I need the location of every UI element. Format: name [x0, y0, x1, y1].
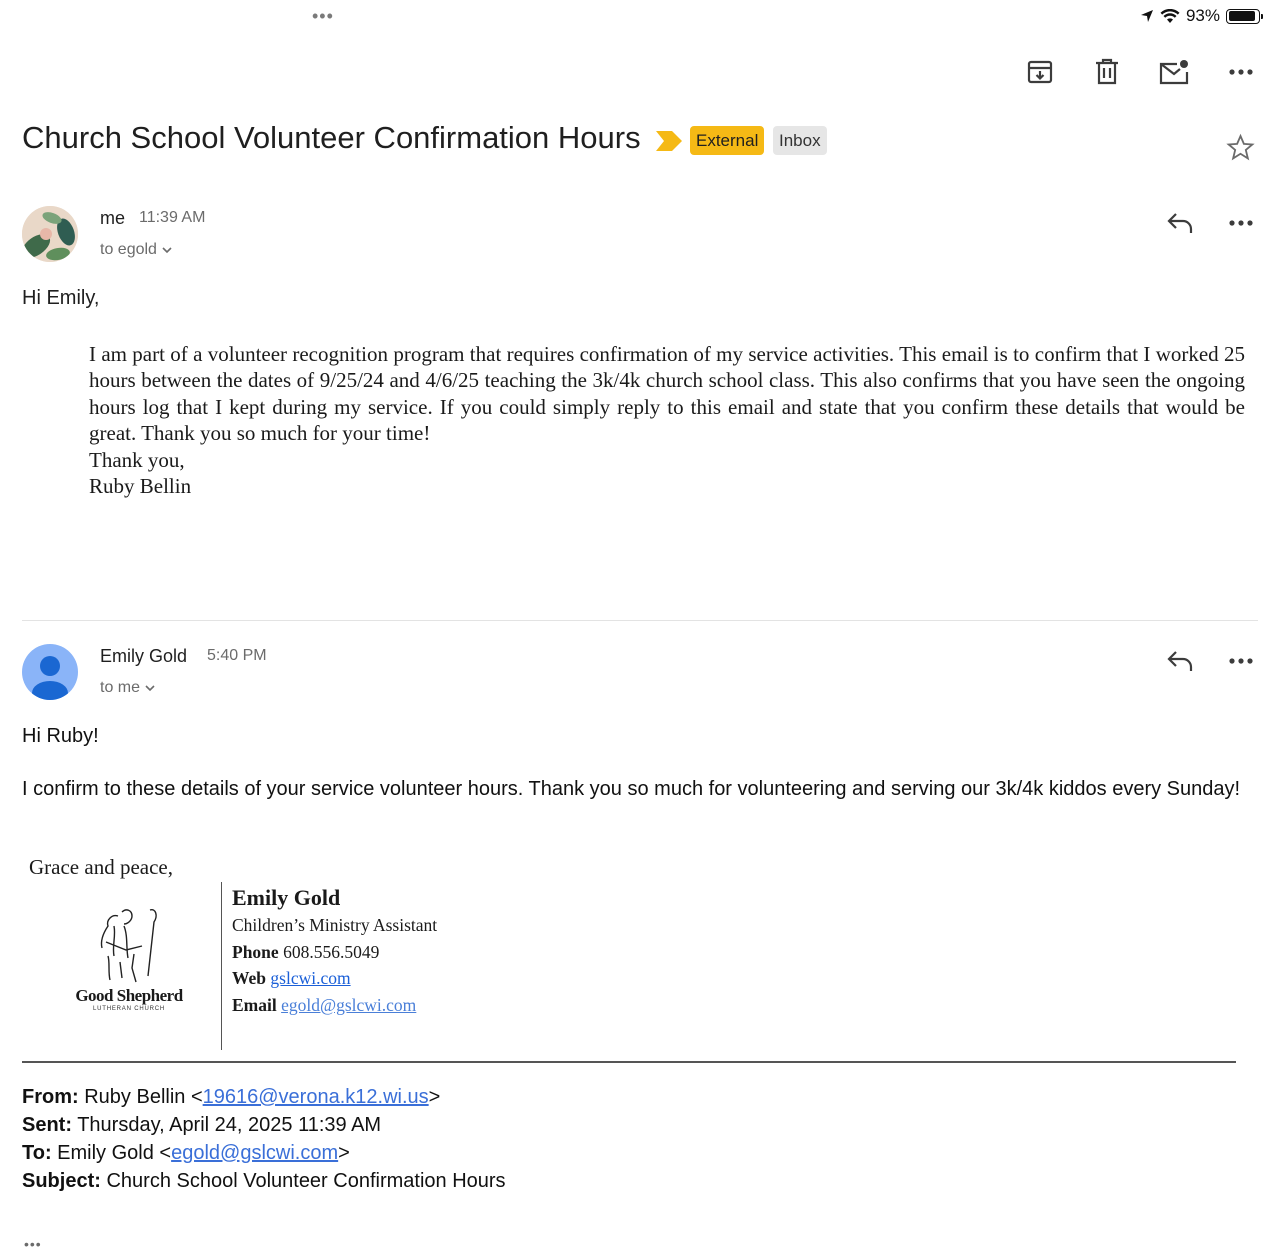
signature-web: [232, 965, 437, 992]
sent-label: Sent:: [22, 1114, 72, 1136]
recipient-text: to me: [100, 679, 141, 696]
closing-line: Thank you,: [89, 447, 185, 472]
archive-icon: [1026, 58, 1054, 86]
sent-date: Thursday, April 24, 2025 11:39 AM: [77, 1114, 382, 1136]
to-email-link[interactable]: egold@gslcwi.com: [171, 1142, 339, 1164]
message-more-button[interactable]: [1223, 205, 1259, 241]
signature-name: Ruby Bellin: [89, 474, 192, 499]
mark-unread-button[interactable]: [1156, 54, 1192, 90]
trash-icon: [1094, 58, 1120, 86]
signature-email: [232, 992, 437, 1019]
sender-name: me: [100, 208, 126, 228]
reply-icon: [1166, 211, 1194, 235]
archive-button[interactable]: [1022, 54, 1058, 90]
email-link[interactable]: egold@gslcwi.com: [281, 994, 417, 1015]
multitasking-dots[interactable]: •••: [312, 6, 334, 26]
recipient-details-toggle[interactable]: [100, 679, 156, 697]
more-options-button[interactable]: [1223, 54, 1259, 90]
email-label: Email: [232, 994, 277, 1015]
shepherd-drawing-icon: [62, 902, 196, 988]
phone-number: 608.556.5049: [283, 941, 380, 962]
more-horizontal-icon: [1228, 657, 1254, 665]
show-trimmed-content-button[interactable]: •••: [24, 1236, 42, 1252]
star-icon[interactable]: [1226, 133, 1255, 162]
from-email-link[interactable]: 19616@verona.k12.wi.us: [202, 1086, 429, 1108]
person-icon: [22, 644, 78, 700]
message-greeting: Hi Ruby!: [22, 725, 99, 747]
quoted-sent: [22, 1111, 506, 1139]
message-time: 11:39 AM: [139, 209, 206, 226]
recipient-details-toggle[interactable]: [100, 241, 173, 259]
mark-unread-icon: [1158, 58, 1190, 86]
email-subject: Church School Volunteer Confirmation Hours: [22, 120, 641, 155]
from-close: >: [428, 1086, 441, 1108]
to-name: Emily Gold <: [57, 1142, 172, 1164]
sender-avatar-emily[interactable]: [22, 644, 78, 700]
logo-name: Good Shepherd: [75, 986, 183, 1005]
recipient-text: to egold: [100, 241, 157, 258]
valediction: Grace and peace,: [29, 855, 173, 879]
body-paragraph: I am part of a volunteer recognition program that requires confirmation of my service activities. This email is to confirm that I worked 25 hours between the dates of 9/25/24 and 4/6/25 teaching the 3k/4k church school class. This also confirms that you have seen the ongoing hours log that I kept during my service. If you could simply reply to this email and state that you confirm these details that would be great. Thank you so much for your time!: [89, 342, 1245, 446]
web-label: Web: [232, 968, 267, 988]
chevron-down-icon: [161, 246, 173, 254]
quoted-to: [22, 1139, 506, 1167]
from-name: Ruby Bellin <: [84, 1086, 203, 1108]
message-more-button[interactable]: [1223, 643, 1259, 679]
from-label: From:: [22, 1086, 79, 1108]
signature-phone: [232, 939, 437, 966]
more-horizontal-icon: [1228, 219, 1254, 227]
message-greeting: Hi Emily,: [22, 287, 100, 309]
quoted-subject: [22, 1167, 506, 1195]
phone-label: Phone: [232, 941, 279, 962]
church-logo: [62, 902, 196, 1018]
to-close: >: [338, 1142, 350, 1164]
message-divider: [22, 620, 1258, 621]
status-bar: [1140, 6, 1260, 26]
sender-name: Emily Gold: [100, 646, 188, 666]
location-arrow-icon: [1140, 9, 1154, 23]
signature-separator: [221, 882, 222, 1050]
quoted-from: [22, 1083, 506, 1111]
battery-icon: [1226, 9, 1260, 24]
message-body: [89, 341, 1245, 499]
email-signature: [232, 884, 437, 1018]
logo-subtitle: LUTHERAN CHURCH: [92, 1006, 165, 1012]
quoted-separator: [22, 1061, 1236, 1063]
signature-name: Emily Gold: [232, 885, 341, 910]
more-horizontal-icon: [1228, 68, 1254, 76]
to-label: To:: [22, 1142, 52, 1164]
quoted-header: [22, 1083, 506, 1195]
importance-marker-icon[interactable]: [656, 131, 682, 151]
wifi-icon: [1160, 9, 1180, 24]
message-time: 5:40 PM: [207, 647, 267, 664]
avatar-leaf-image: [22, 206, 78, 262]
message-body: I confirm to these details of your service volunteer hours. Thank you so much for volunteering and serving our 3k/4k kiddos every Sunday!: [22, 778, 1241, 800]
label-inbox[interactable]: Inbox: [773, 126, 827, 155]
signature-title: Children’s Ministry Assistant: [232, 915, 438, 935]
reply-button[interactable]: [1162, 643, 1198, 679]
subject-text: Church School Volunteer Confirmation Hours: [106, 1170, 506, 1192]
chevron-down-icon: [144, 684, 156, 692]
subject-label: Subject:: [22, 1170, 101, 1192]
reply-button[interactable]: [1162, 205, 1198, 241]
reply-icon: [1166, 649, 1194, 673]
battery-percent: 93%: [1185, 6, 1220, 25]
sender-avatar-me[interactable]: [22, 206, 78, 262]
web-link[interactable]: gslcwi.com: [270, 968, 351, 988]
label-external[interactable]: External: [690, 126, 764, 155]
delete-button[interactable]: [1089, 54, 1125, 90]
